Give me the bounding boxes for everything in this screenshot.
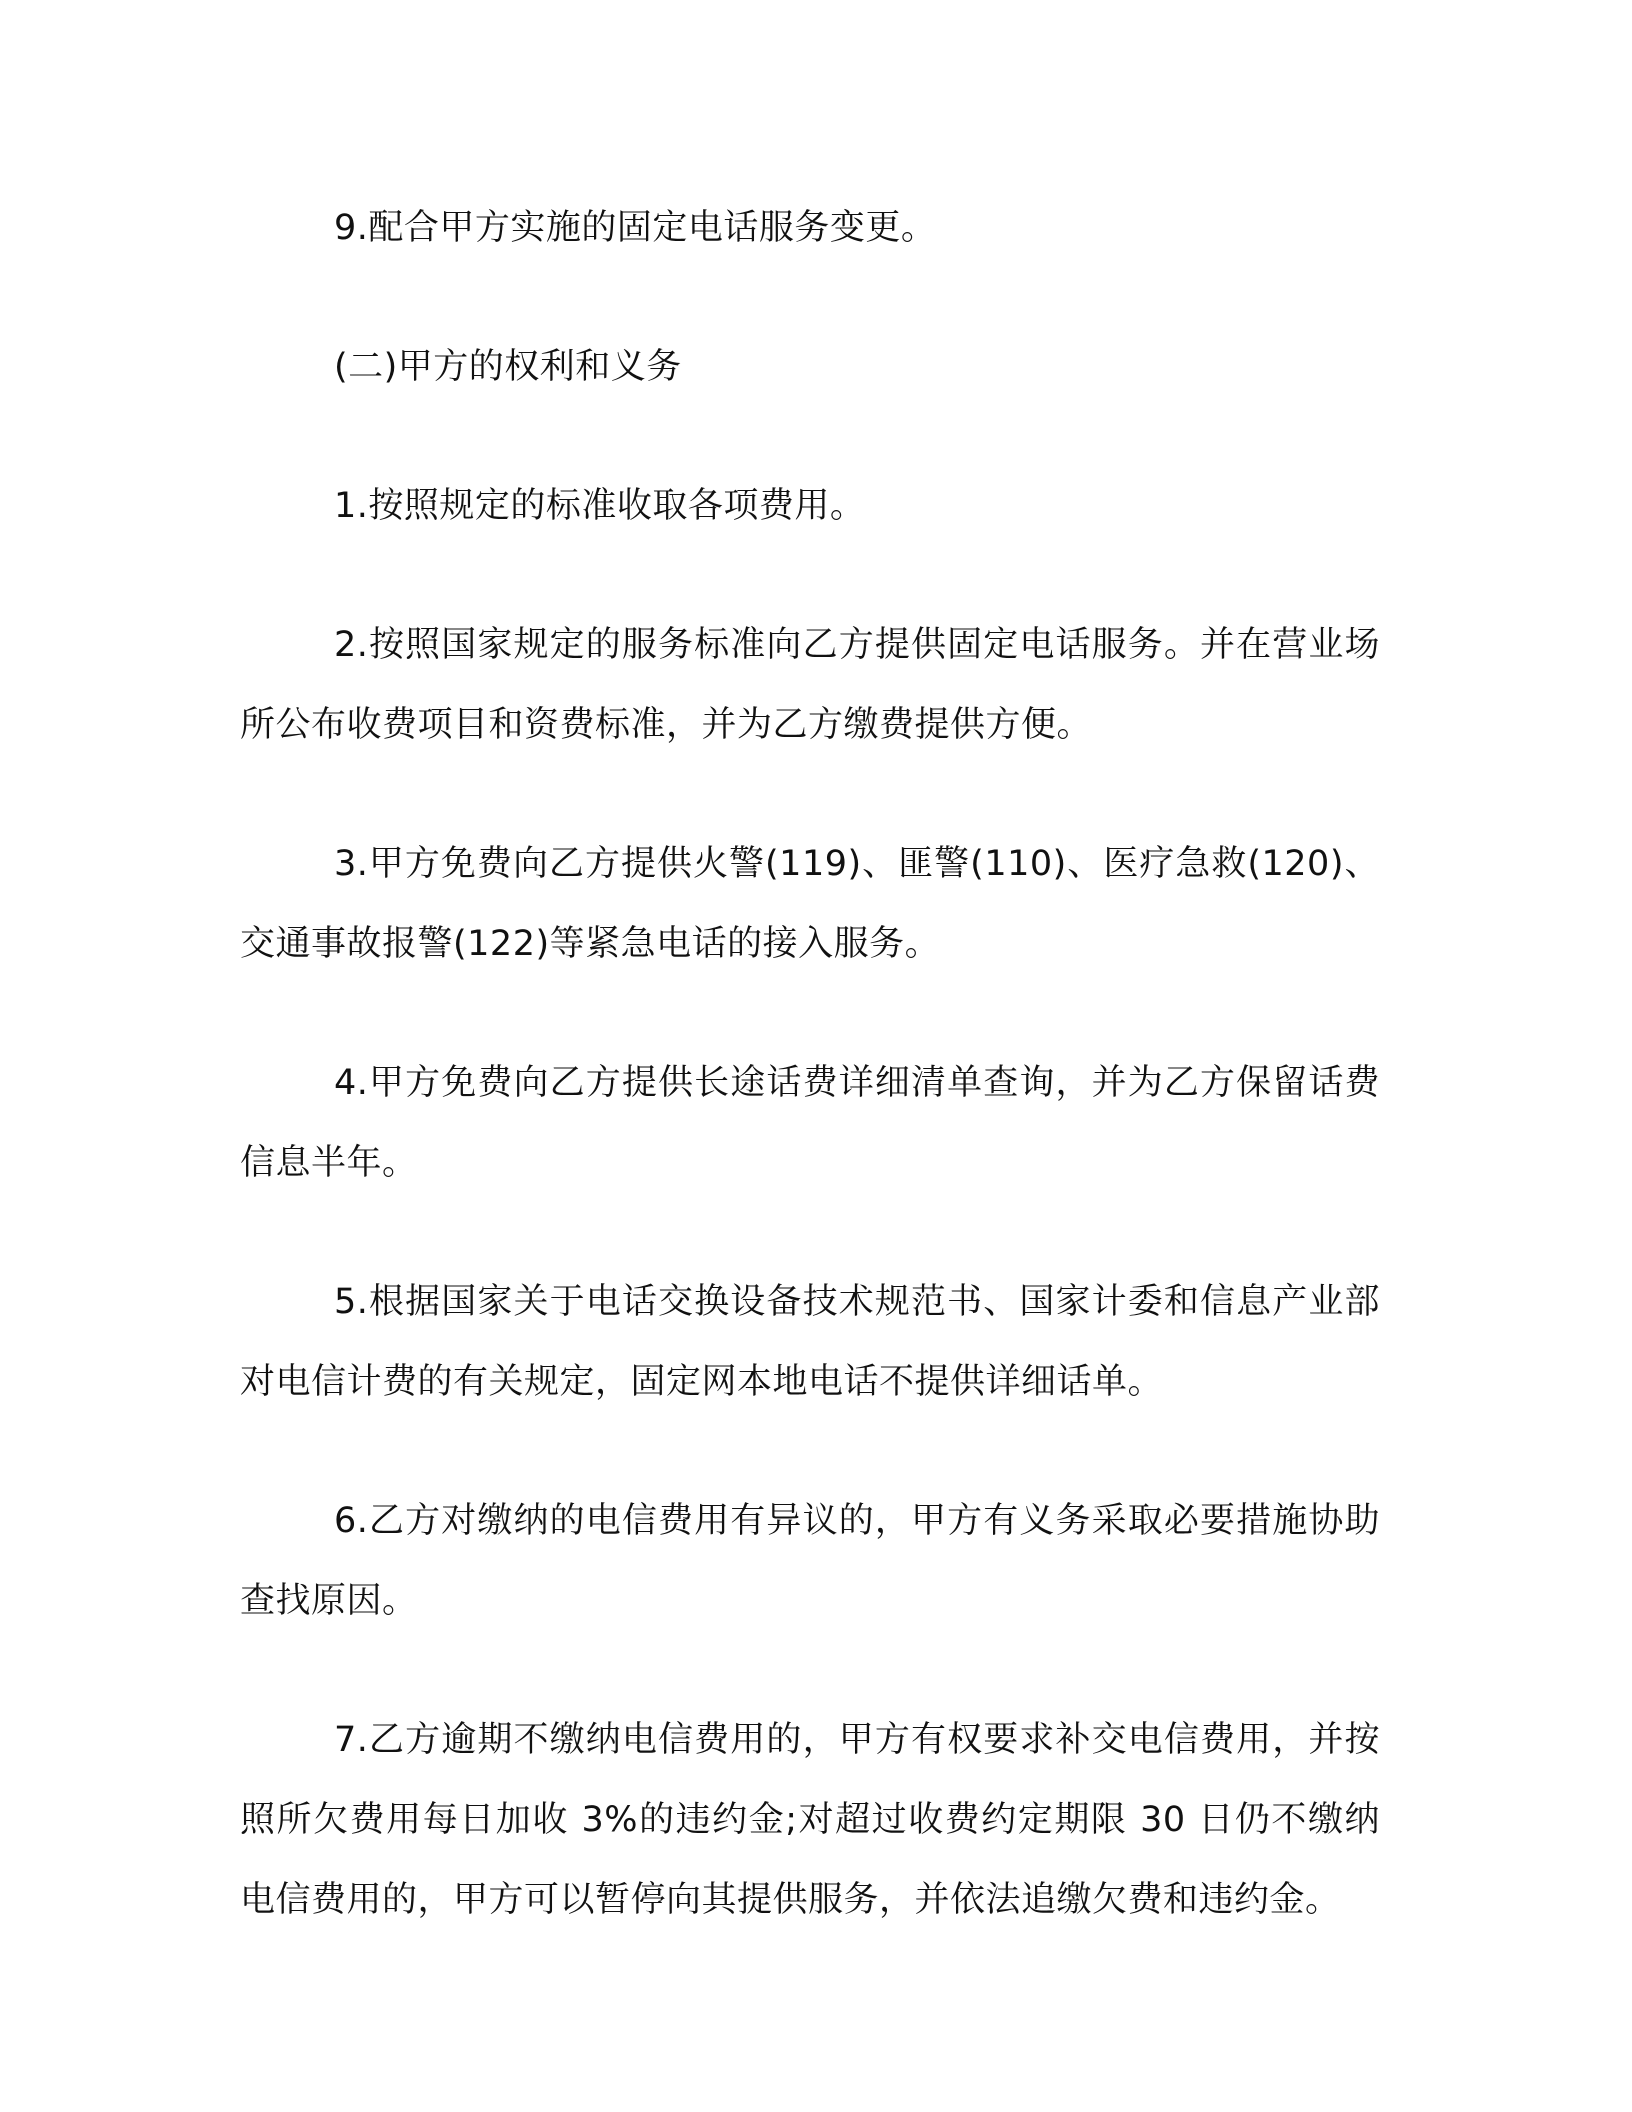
section-heading-party-a-rights: (二)甲方的权利和义务: [334, 347, 682, 387]
document-body: [240, 188, 1380, 1999]
paragraph-item-5: 5.根据国家关于电话交换设备技术规范书、国家计委和信息产业部对电信计费的有关规定，固定网本地电话不提供详细话单。: [240, 1282, 1380, 1402]
paragraph-item-7: 7.乙方逾期不缴纳电信费用的，甲方有权要求补交电信费用，并按照所欠费用每日加收 3%的违约金;对超过收费约定期限 30 日仍不缴纳电信费用的，甲方可以暂停向其提供服务，并依法追缴欠费和违约金。: [240, 1720, 1380, 1920]
paragraph-item-4: 4.甲方免费向乙方提供长途话费详细清单查询，并为乙方保留话费信息半年。: [240, 1063, 1380, 1183]
paragraph-item-2: 2.按照国家规定的服务标准向乙方提供固定电话服务。并在营业场所公布收费项目和资费标准，并为乙方缴费提供方便。: [240, 625, 1380, 745]
paragraph-item-1: 1.按照规定的标准收取各项费用。: [334, 486, 866, 526]
paragraph-item-9: 9.配合甲方实施的固定电话服务变更。: [334, 208, 937, 248]
paragraph-item-6: 6.乙方对缴纳的电信费用有异议的，甲方有义务采取必要措施协助查找原因。: [240, 1501, 1380, 1621]
paragraph-item-3: 3.甲方免费向乙方提供火警(119)、匪警(110)、医疗急救(120)、交通事故报警(122)等紧急电话的接入服务。: [240, 844, 1380, 964]
